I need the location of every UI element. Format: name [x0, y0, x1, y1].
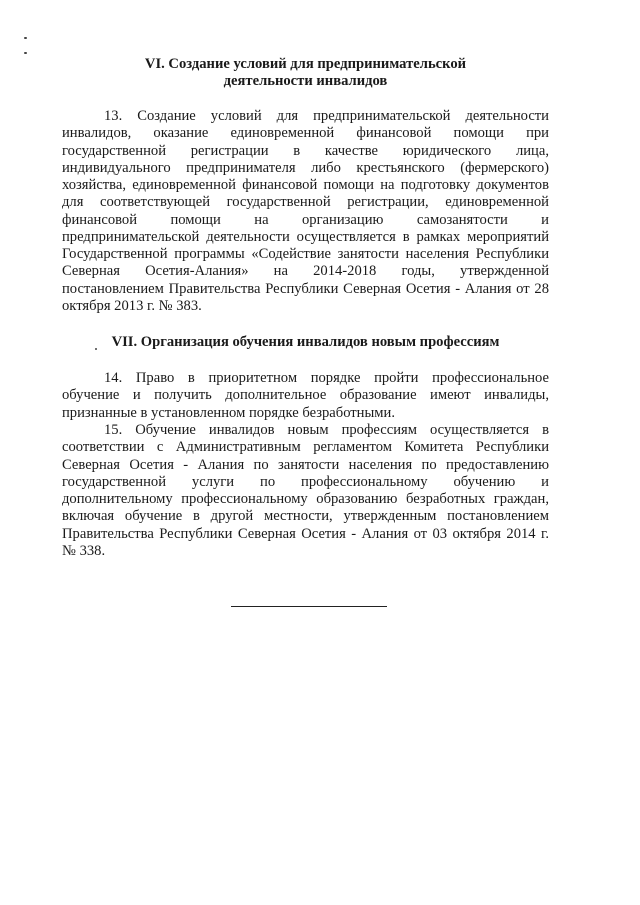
- section-6-heading-line: деятельности инвалидов: [223, 73, 388, 89]
- paragraph-line: для соответствующей государственной регистрации, единовременной: [62, 194, 549, 211]
- paragraph-line: дополнительному профессиональному образованию безработных граждан,: [62, 491, 549, 507]
- scan-speck: [24, 37, 27, 39]
- paragraph-line: государственной регистрации в качестве юридического лица,: [62, 142, 549, 159]
- paragraph-line: государственной услуги по профессиональному обучению и: [62, 473, 549, 490]
- paragraph-line: Северная Осетия - Алания по занятости населения по предоставлению: [62, 456, 549, 473]
- paragraph-line: октября 2013 г. № 383.: [62, 297, 202, 314]
- paragraph-line: 14. Право в приоритетном порядке пройти профессиональное: [104, 370, 549, 386]
- paragraph-line: обучение и получить дополнительное образование имеют инвалиды,: [62, 387, 549, 404]
- paragraph-line: инвалидов, оказание единовременной финансовой помощи при: [62, 125, 549, 142]
- section-6-heading-line: VI. Создание условий для предпринимательской: [144, 56, 467, 72]
- paragraph-line: 15. Обучение инвалидов новым профессиям осуществляется в: [104, 422, 549, 438]
- paragraph-line: 13. Создание условий для предпринимательской деятельности: [104, 108, 549, 124]
- scan-speck: [24, 52, 27, 54]
- paragraph-line: постановлением Правительства Республики Северная Осетия - Алания от 28: [62, 280, 549, 297]
- paragraph-13: [62, 108, 549, 315]
- paragraph-line: признанные в установленном порядке безработными.: [62, 404, 395, 421]
- paragraph-line: Государственной программы «Содействие занятости населения Республики: [62, 246, 549, 262]
- paragraph-line: включая обучение в другой местности, утвержденным постановлением: [62, 508, 549, 525]
- end-divider: [231, 606, 387, 607]
- paragraph-line: соответствии с Административным регламентом Комитета Республики: [62, 439, 549, 456]
- paragraph-14: [62, 370, 549, 422]
- section-7-heading: [62, 334, 549, 351]
- paragraph-line: хозяйства, единовременной финансовой помощи на подготовку документов: [62, 177, 549, 193]
- paragraph-line: индивидуального предпринимателя либо крестьянского (фермерского): [62, 159, 549, 176]
- section-6-heading: [62, 56, 549, 90]
- section-7-heading-line: VII. Организация обучения инвалидов новым профессиям: [111, 334, 500, 350]
- paragraph-line: финансовой помощи на организацию самозанятости и: [62, 211, 549, 228]
- paragraph-line: предпринимательской деятельности осуществляется в рамках мероприятий: [62, 228, 549, 245]
- paragraph-15: [62, 422, 549, 560]
- paragraph-line: Северная Осетия-Алания» на 2014-2018 годы, утвержденной: [62, 263, 549, 280]
- paragraph-line: Правительства Республики Северная Осетия - Алания от 03 октября 2014 г.: [62, 525, 549, 542]
- paragraph-line: № 338.: [62, 542, 106, 559]
